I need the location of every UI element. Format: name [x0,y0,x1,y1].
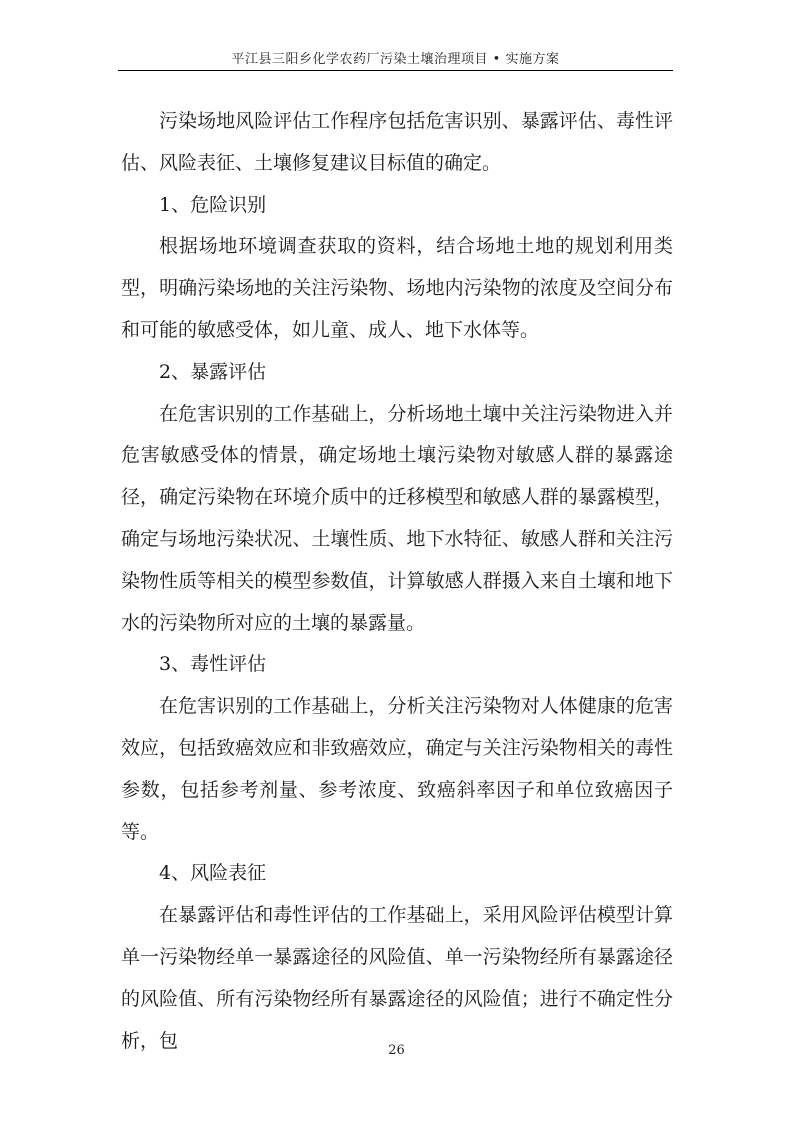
section-heading-toxicity-assessment: 3、毒性评估 [159,653,267,676]
section-paragraph-hazard-identification: 根据场地环境调查获取的资料，结合场地土地的规划利用类型，明确污染场地的关注污染物、场地内污染物的浓度及空间分布和可能的敏感受体，如儿童、成人、地下水体等。 [121,235,673,341]
section-heading-exposure-assessment: 2、暴露评估 [159,360,267,383]
header-rule [118,70,673,71]
section-heading-hazard-identification: 1、危险识别 [159,193,267,216]
section-paragraph-toxicity-assessment: 在危害识别的工作基础上，分析关注污染物对人体健康的危害效应，包括致癌效应和非致癌效应，确定与关注污染物相关的毒性参数，包括参考剂量、参考浓度、致癌斜率因子和单位致癌因子等。 [121,695,673,843]
section-paragraph-exposure-assessment: 在危害识别的工作基础上，分析场地土壤中关注污染物进入并危害敏感受体的情景，确定场地土壤污染物对敏感人群的暴露途径，确定污染物在环境介质中的迁移模型和敏感人群的暴露模型，确定与场地污染状况、土壤性质、地下水特征、敏感人群和关注污染物性质等相关的模型参数值，计算敏感人群摄入来自土壤和地下水的污染物所对应的土壤的暴露量。 [121,402,673,634]
page-number: 26 [388,1043,405,1058]
running-header: 平江县三阳乡化学农药厂污染土壤治理项目 • 实施方案 [231,52,560,67]
section-heading-risk-characterization: 4、风险表征 [159,862,267,885]
intro-paragraph: 污染场地风险评估工作程序包括危害识别、暴露评估、毒性评估、风险表征、土壤修复建议目标值的确定。 [121,110,673,174]
section-paragraph-risk-characterization: 在暴露评估和毒性评估的工作基础上，采用风险评估模型计算单一污染物经单一暴露途径的风险值、单一污染物经所有暴露途径的风险值、所有污染物经所有暴露途径的风险值；进行不确定性分析，包 [121,904,673,1052]
body-text [121,101,673,1062]
